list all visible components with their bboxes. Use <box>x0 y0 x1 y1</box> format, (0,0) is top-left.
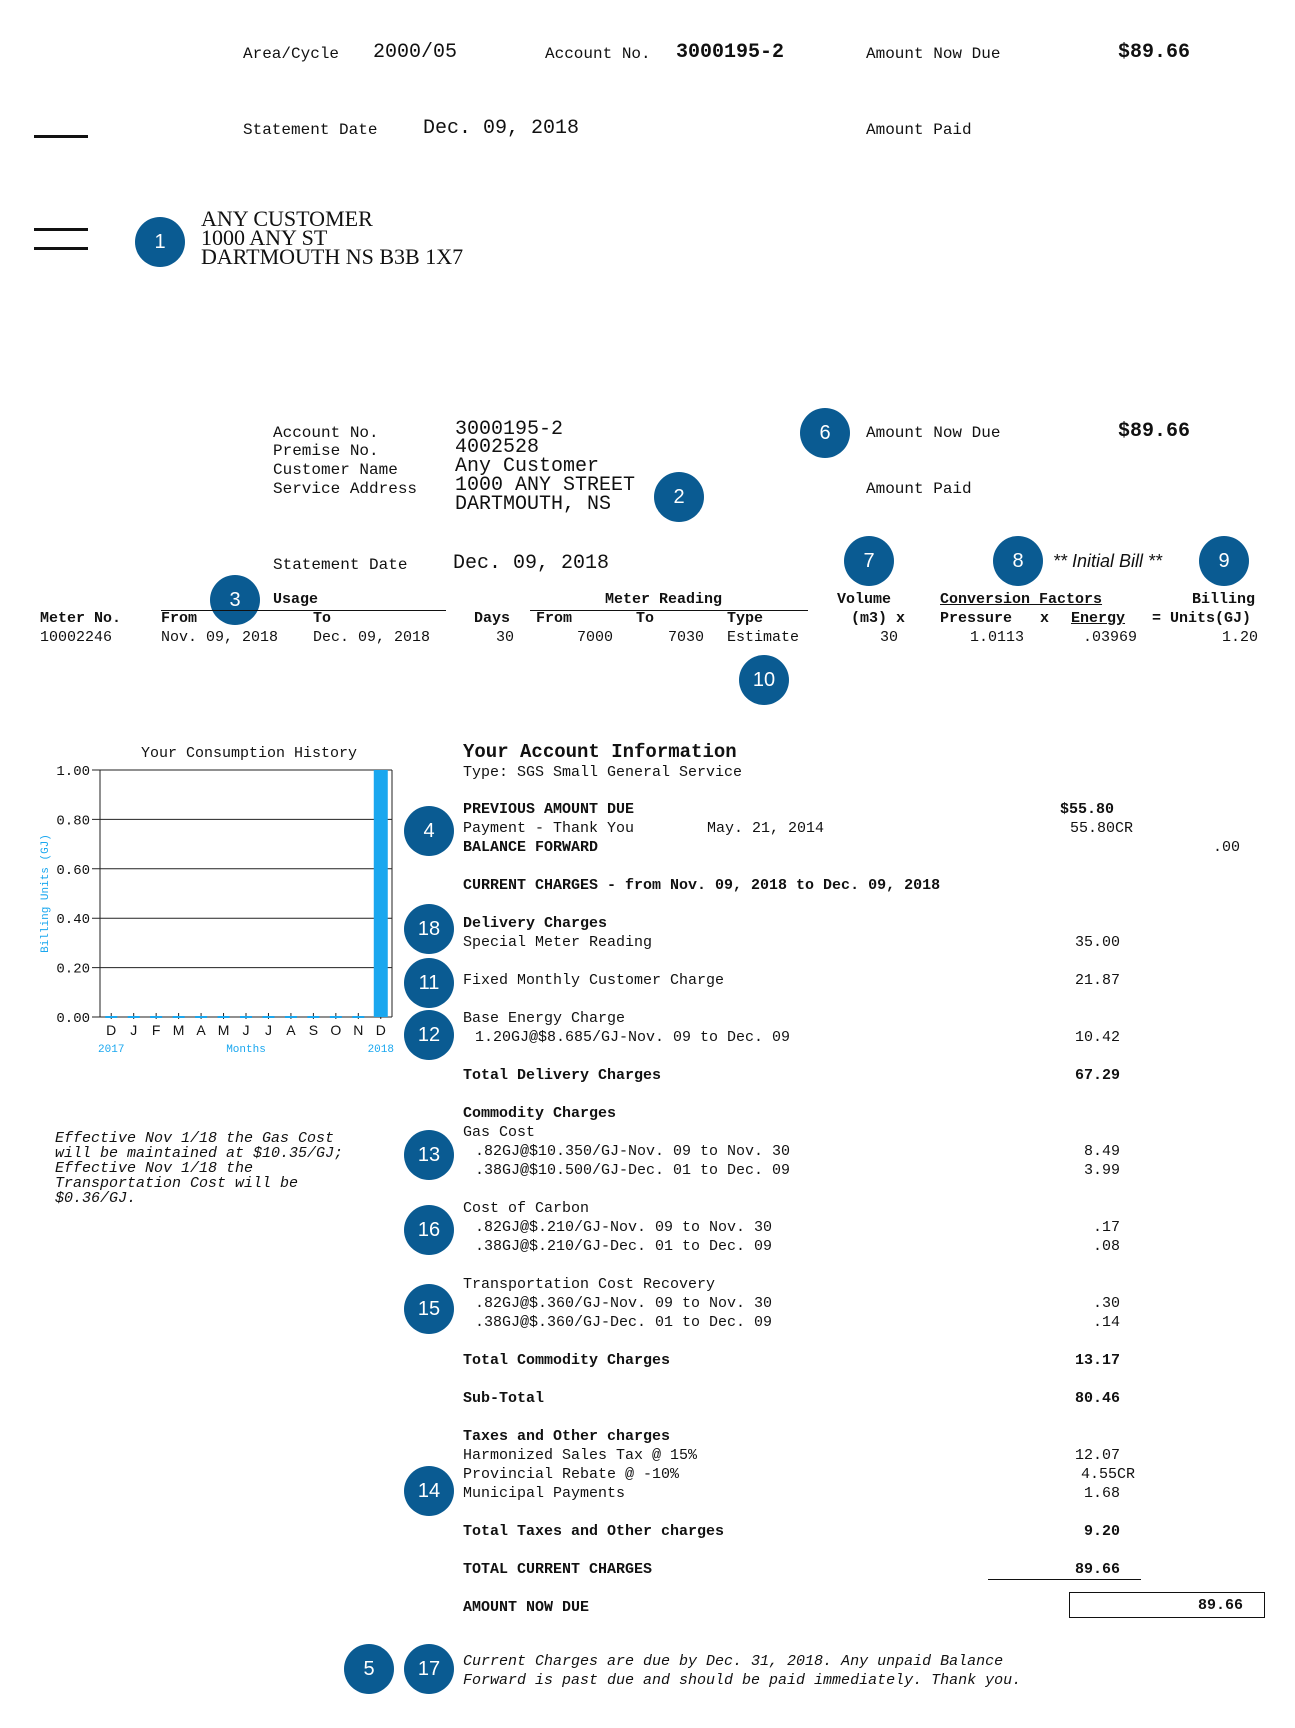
transport-value1: .30 <box>1092 1295 1120 1312</box>
total-delivery-label: Total Delivery Charges <box>463 1067 662 1084</box>
callout-badge-6: 6 <box>800 408 850 458</box>
row-units: 1.20 <box>1222 629 1259 646</box>
volume-sub: (m3) x <box>851 610 906 627</box>
payment-label: Payment - Thank You <box>463 820 635 837</box>
y-tick-label: 0.80 <box>56 813 90 830</box>
col-energy: Energy <box>1071 610 1126 627</box>
total-taxes-value: 9.20 <box>1083 1523 1120 1540</box>
x-tick-label: N <box>353 1022 364 1038</box>
callout-badge-18: 18 <box>404 904 454 954</box>
x-tick-label: D <box>375 1022 386 1038</box>
mailing-line3: DARTMOUTH NS B3B 1X7 <box>201 244 464 269</box>
y-tick-label: 0.60 <box>56 862 90 879</box>
col-days: Days <box>474 610 511 627</box>
row-meter-no: 10002246 <box>40 629 113 646</box>
details-account-label: Account No. <box>273 424 379 442</box>
callout-badge-13: 13 <box>404 1130 454 1180</box>
footer-line1: Current Charges are due by Dec. 31, 2018. Any unpaid Balance <box>463 1653 1004 1670</box>
balance-forward-value: .00 <box>1213 839 1241 856</box>
note-line5: $0.36/GJ. <box>55 1190 137 1207</box>
col-x: x <box>1040 610 1050 627</box>
callout-badge-11: 11 <box>404 958 454 1008</box>
special-meter-value: 35.00 <box>1074 934 1120 951</box>
y-tick-label: 0.20 <box>56 961 90 978</box>
total-current-label: TOTAL CURRENT CHARGES <box>463 1561 653 1578</box>
total-taxes-label: Total Taxes and Other charges <box>463 1523 725 1540</box>
row-read-from: 7000 <box>577 629 614 646</box>
gas-cost-line1: .82GJ@$10.350/GJ-Nov. 09 to Nov. 30 <box>475 1143 791 1160</box>
y-tick-label: 0.40 <box>56 912 90 929</box>
gas-cost-line2: .38GJ@$10.500/GJ-Dec. 01 to Dec. 09 <box>475 1162 791 1179</box>
x-tick-label: F <box>151 1022 161 1038</box>
details-amount-due-value: $89.66 <box>1118 420 1191 443</box>
mailing-line1: ANY CUSTOMER <box>201 206 373 231</box>
customer-name-label: Customer Name <box>273 461 398 479</box>
details-amount-due-label: Amount Now Due <box>866 424 1001 442</box>
total-commodity-label: Total Commodity Charges <box>463 1352 671 1369</box>
y-axis-label: Billing Units (GJ) <box>40 834 52 953</box>
transport-line1: .82GJ@$.360/GJ-Nov. 09 to Nov. 30 <box>475 1295 773 1312</box>
total-commodity-value: 13.17 <box>1074 1352 1120 1369</box>
hst-value: 12.07 <box>1074 1447 1120 1464</box>
details-statement-date-value: Dec. 09, 2018 <box>453 552 610 575</box>
fixed-charge-label: Fixed Monthly Customer Charge <box>463 972 725 989</box>
col-read-from: From <box>536 610 573 627</box>
total-delivery-value: 67.29 <box>1074 1067 1120 1084</box>
x-tick-label: O <box>330 1022 342 1038</box>
col-type: Type <box>727 610 764 627</box>
callout-badge-3: 3 <box>210 575 260 625</box>
col-pressure: Pressure <box>940 610 1013 627</box>
row-days: 30 <box>496 629 515 646</box>
callout-badge-4: 4 <box>404 806 454 856</box>
usage-header: Usage <box>273 591 319 608</box>
account-info-title: Your Account Information <box>463 741 737 763</box>
volume-header: Volume <box>837 591 892 608</box>
callout-badge-5: 5 <box>344 1644 394 1694</box>
current-charges-label: CURRENT CHARGES - from Nov. 09, 2018 to Dec. 09, 2018 <box>463 877 941 894</box>
previous-amount-label: PREVIOUS AMOUNT DUE <box>463 801 635 818</box>
special-meter-label: Special Meter Reading <box>463 934 653 951</box>
note-line1: Effective Nov 1/18 the Gas Cost <box>55 1130 335 1147</box>
service-address-line2: DARTMOUTH, NS <box>455 493 612 516</box>
y-tick-label: 0.00 <box>56 1011 90 1027</box>
chart-title: Your Consumption History <box>141 745 358 762</box>
x-tick-label: M <box>172 1022 185 1038</box>
callout-badge-17: 17 <box>404 1644 454 1694</box>
billing-sub: = Units(GJ) <box>1152 610 1252 627</box>
row-energy: .03969 <box>1083 629 1138 646</box>
delivery-charges-label: Delivery Charges <box>463 915 608 932</box>
carbon-cost-line2: .38GJ@$.210/GJ-Dec. 01 to Dec. 09 <box>475 1238 773 1255</box>
base-energy-detail: 1.20GJ@$8.685/GJ-Nov. 09 to Dec. 09 <box>475 1029 791 1046</box>
carbon-cost-value2: .08 <box>1092 1238 1120 1255</box>
carbon-cost-label: Cost of Carbon <box>463 1200 590 1217</box>
amount-paid-label: Amount Paid <box>866 121 972 139</box>
base-energy-label: Base Energy Charge <box>463 1010 626 1027</box>
meter-reading-header: Meter Reading <box>605 591 723 608</box>
gas-cost-value1: 8.49 <box>1083 1143 1120 1160</box>
statement-date-value: Dec. 09, 2018 <box>423 117 580 140</box>
year-start-label: 2017 <box>98 1044 125 1056</box>
area-cycle-label: Area/Cycle <box>243 45 340 63</box>
fixed-charge-value: 21.87 <box>1074 972 1120 989</box>
service-type: Type: SGS Small General Service <box>463 764 743 781</box>
base-energy-value: 10.42 <box>1074 1029 1120 1046</box>
carbon-cost-line1: .82GJ@$.210/GJ-Nov. 09 to Nov. 30 <box>475 1219 773 1236</box>
transport-value2: .14 <box>1092 1314 1120 1331</box>
total-rule <box>988 1579 1141 1580</box>
x-tick-label: D <box>106 1022 117 1038</box>
x-tick-label: M <box>217 1022 230 1038</box>
amount-due-value: $89.66 <box>1118 41 1191 64</box>
callout-badge-9: 9 <box>1199 536 1249 586</box>
previous-amount-value: $55.80 <box>1060 801 1115 818</box>
y-tick-label: 1.00 <box>56 764 90 780</box>
area-cycle-value: 2000/05 <box>373 41 458 64</box>
transport-label: Transportation Cost Recovery <box>463 1276 716 1293</box>
x-axis-label: Months <box>226 1044 266 1056</box>
rebate-value: 4.55CR <box>1081 1466 1136 1483</box>
premise-value: 4002528 <box>455 436 540 459</box>
row-to: Dec. 09, 2018 <box>313 629 431 646</box>
amount-now-due-label: AMOUNT NOW DUE <box>463 1599 590 1616</box>
account-label: Account No. <box>545 45 651 63</box>
taxes-label: Taxes and Other charges <box>463 1428 671 1445</box>
x-tick-label: A <box>196 1022 206 1038</box>
note-line4: Transportation Cost will be <box>55 1175 299 1192</box>
mark-dash <box>34 247 88 250</box>
x-tick-label: J <box>130 1022 138 1038</box>
transport-line2: .38GJ@$.360/GJ-Dec. 01 to Dec. 09 <box>475 1314 773 1331</box>
total-current-value: 89.66 <box>1074 1561 1120 1578</box>
customer-name-value: Any Customer <box>455 455 600 478</box>
balance-forward-label: BALANCE FORWARD <box>463 839 599 856</box>
initial-bill-note: ** Initial Bill ** <box>1053 551 1163 571</box>
note-line2: will be maintained at $10.35/GJ; <box>55 1145 344 1162</box>
x-tick-label: S <box>308 1022 319 1038</box>
account-value: 3000195-2 <box>676 41 785 64</box>
callout-badge-15: 15 <box>404 1284 454 1334</box>
service-address-label: Service Address <box>273 480 418 498</box>
amount-due-label: Amount Now Due <box>866 45 1001 63</box>
details-amount-paid-label: Amount Paid <box>866 480 972 498</box>
year-end-label: 2018 <box>367 1044 394 1056</box>
carbon-cost-value1: .17 <box>1092 1219 1120 1236</box>
col-to: To <box>313 610 332 627</box>
x-tick-label: J <box>242 1022 250 1038</box>
consumption-chart <box>30 760 410 1070</box>
row-from: Nov. 09, 2018 <box>161 629 279 646</box>
details-statement-date-label: Statement Date <box>273 556 408 574</box>
municipal-value: 1.68 <box>1083 1485 1120 1502</box>
col-meter-no: Meter No. <box>40 610 122 627</box>
subtotal-label: Sub-Total <box>463 1390 545 1407</box>
callout-badge-16: 16 <box>404 1205 454 1255</box>
payment-value: 55.80CR <box>1070 820 1134 837</box>
row-pressure: 1.0113 <box>970 629 1025 646</box>
gas-cost-value2: 3.99 <box>1083 1162 1120 1179</box>
callout-badge-12: 12 <box>404 1010 454 1060</box>
hst-label: Harmonized Sales Tax @ 15% <box>463 1447 698 1464</box>
amount-now-due-value: 89.66 <box>1197 1597 1243 1614</box>
footer-line2: Forward is past due and should be paid immediately. Thank you. <box>463 1672 1022 1689</box>
callout-badge-2: 2 <box>654 472 704 522</box>
statement-date-label: Statement Date <box>243 121 378 139</box>
note-line3: Effective Nov 1/18 the <box>55 1160 254 1177</box>
gas-cost-label: Gas Cost <box>463 1124 536 1141</box>
usage-underline <box>161 610 446 611</box>
row-read-to: 7030 <box>668 629 705 646</box>
rebate-label: Provincial Rebate @ -10% <box>463 1466 680 1483</box>
callout-badge-7: 7 <box>844 536 894 586</box>
chart-bar <box>374 770 388 1017</box>
mark-dash <box>34 228 88 231</box>
subtotal-value: 80.46 <box>1074 1390 1120 1407</box>
row-type: Estimate <box>727 629 800 646</box>
x-tick-label: A <box>286 1022 296 1038</box>
callout-badge-10: 10 <box>739 655 789 705</box>
commodity-charges-label: Commodity Charges <box>463 1105 617 1122</box>
row-volume: 30 <box>880 629 899 646</box>
callout-badge-1: 1 <box>135 217 185 267</box>
premise-label: Premise No. <box>273 442 379 460</box>
mailing-line2: 1000 ANY ST <box>201 225 328 250</box>
payment-date: May. 21, 2014 <box>707 820 825 837</box>
service-address-line1: 1000 ANY STREET <box>455 474 636 497</box>
col-from: From <box>161 610 198 627</box>
details-account-value: 3000195-2 <box>455 418 564 441</box>
municipal-label: Municipal Payments <box>463 1485 626 1502</box>
mark-dash <box>34 135 88 138</box>
callout-badge-8: 8 <box>993 536 1043 586</box>
billing-header: Billing <box>1192 591 1256 608</box>
col-read-to: To <box>636 610 655 627</box>
conversion-header: Conversion Factors <box>940 591 1103 608</box>
x-tick-label: J <box>264 1022 272 1038</box>
callout-badge-14: 14 <box>404 1466 454 1516</box>
